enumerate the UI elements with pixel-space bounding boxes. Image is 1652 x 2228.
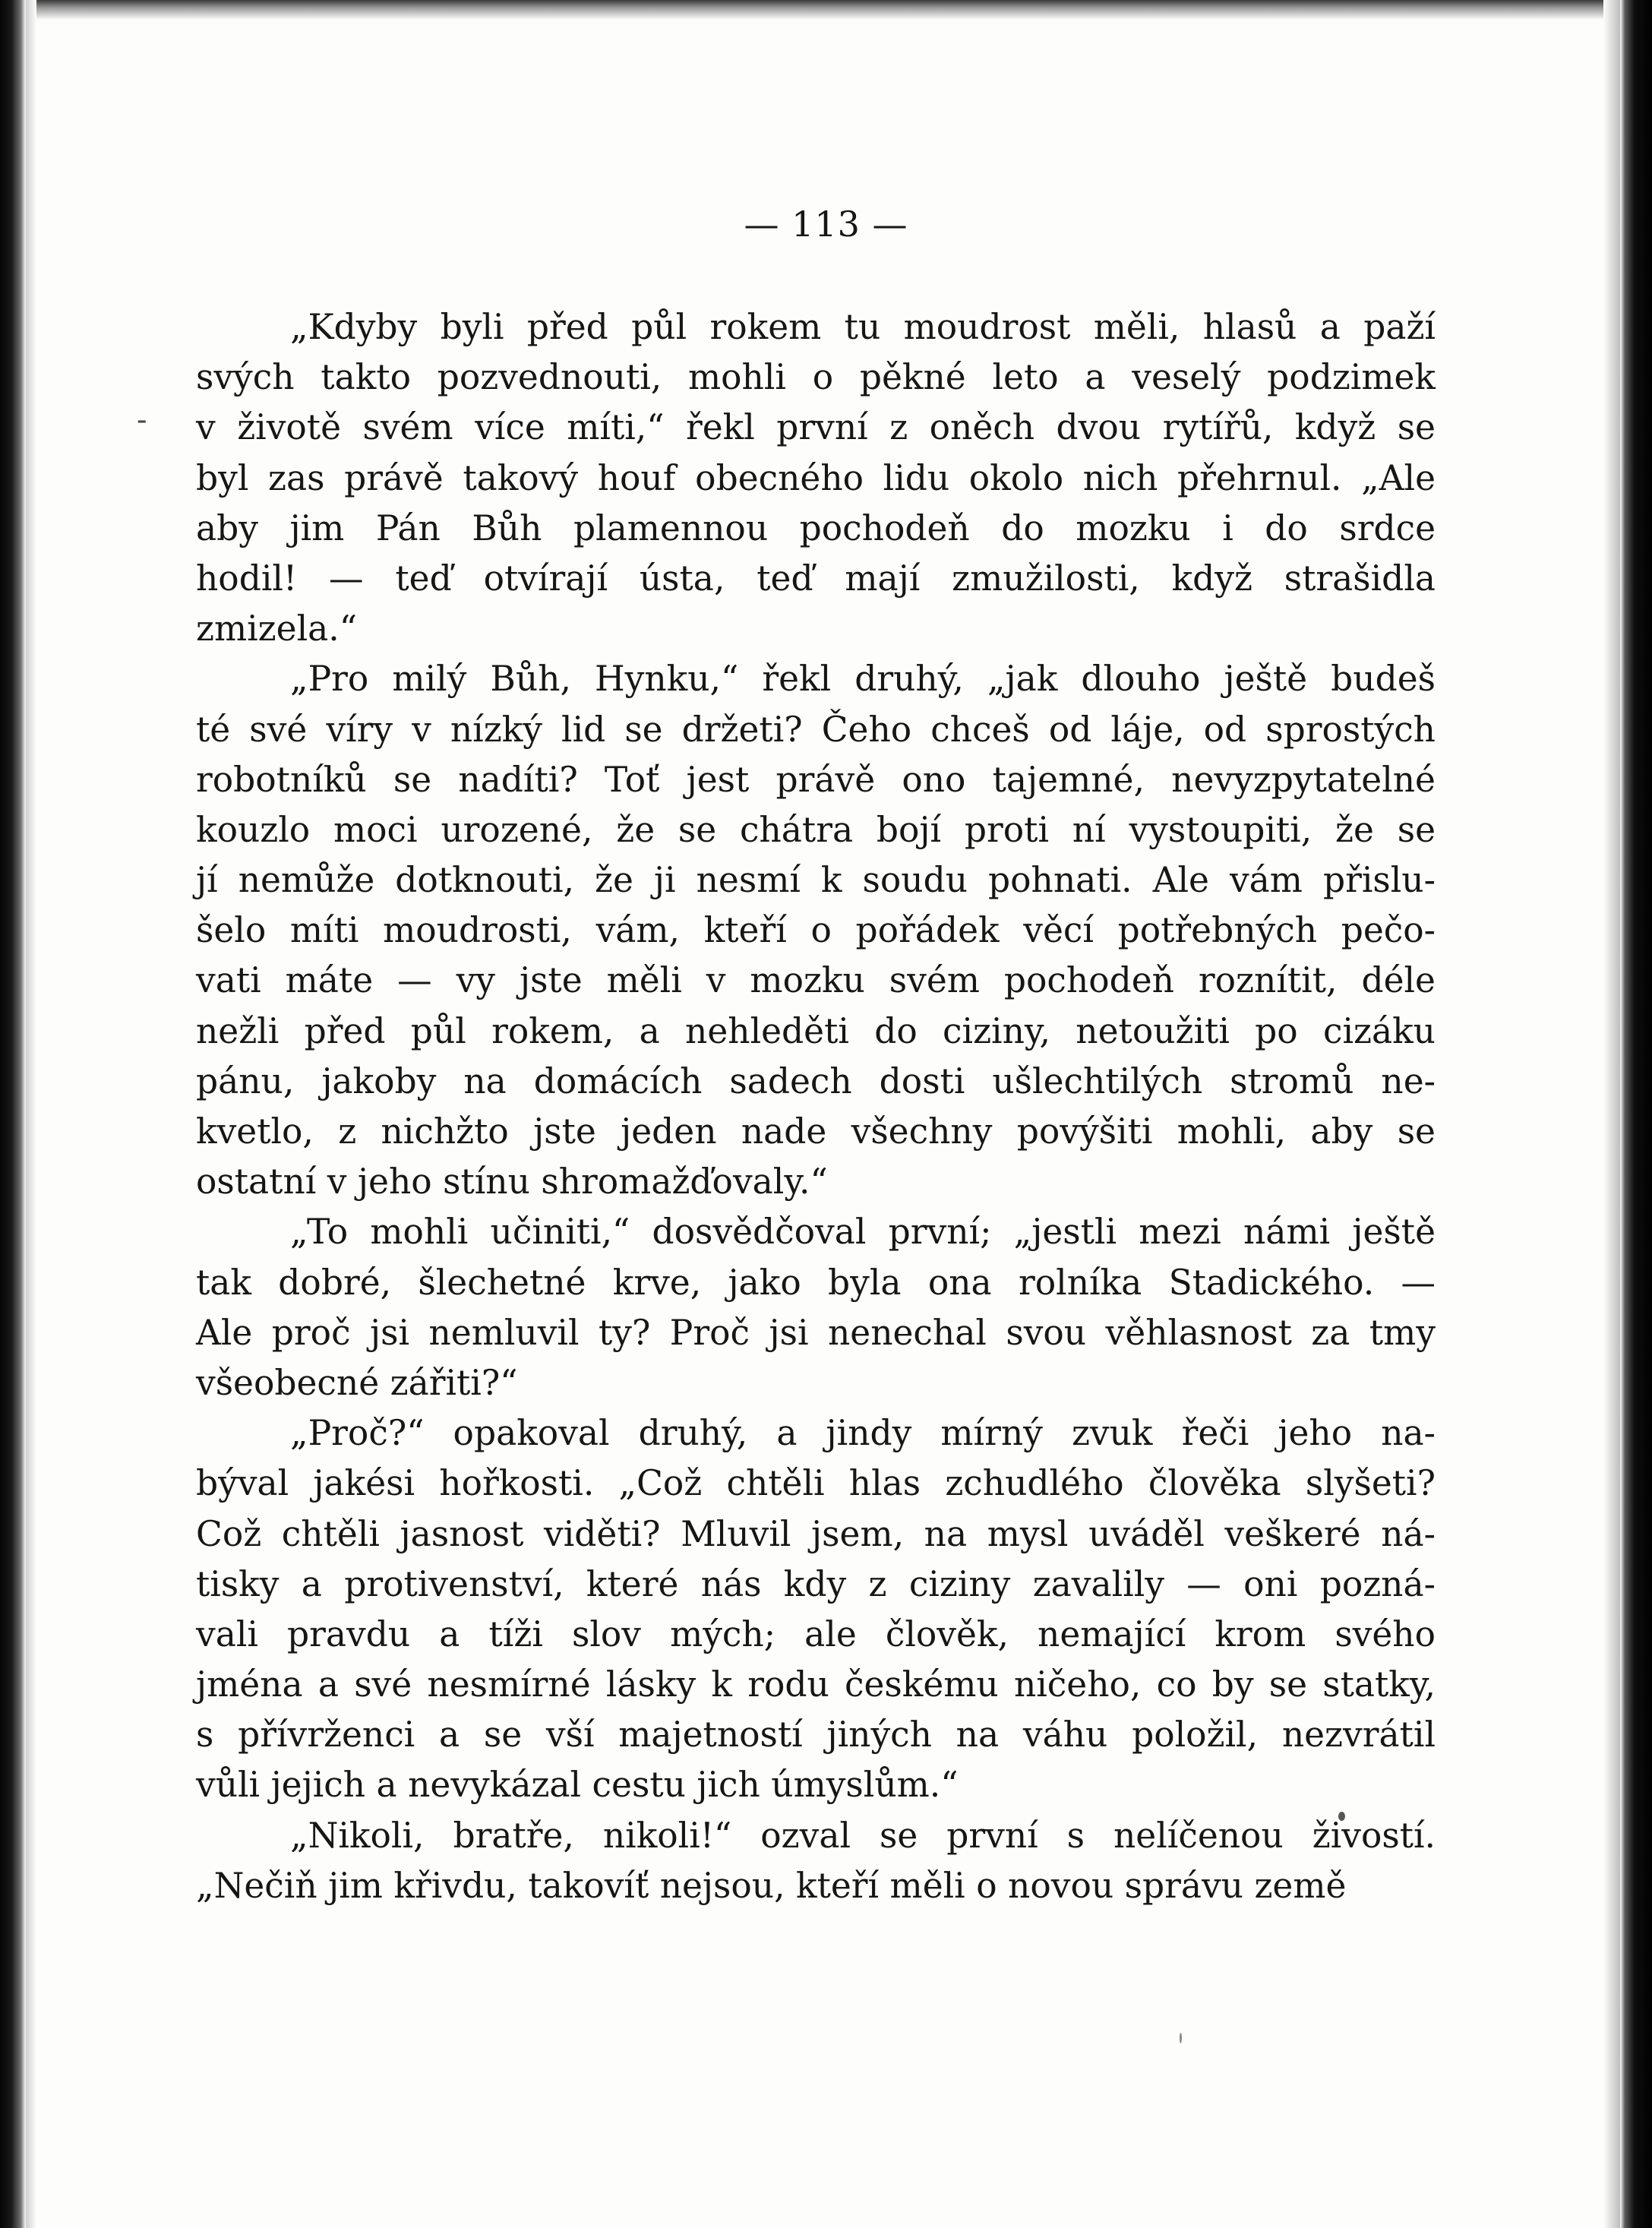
body-text	[196, 302, 1436, 1911]
text-line: „Kdyby byli před půl rokem tu moudrost měli, hlasů a paží	[290, 307, 1436, 347]
text-line: kvetlo, z nichžto jste jeden nade všechny povýšiti mohli, aby se	[196, 1111, 1436, 1152]
text-line: „Nikoli, bratře, nikoli!“ ozval se první s nelíčenou živostí.	[290, 1815, 1436, 1856]
scan-right-edge	[1620, 0, 1652, 2228]
text-line: s přívrženci a se vší majetností jiných na váhu položil, nezvrátil	[196, 1714, 1436, 1756]
text-line: kouzlo moci urozené, že se chátra bojí proti ní vystoupiti, že se	[196, 809, 1436, 850]
text-line: „Pro milý Bůh, Hynku,“ řekl druhý, „jak dlouho ještě budeš	[290, 659, 1436, 700]
text-line: „Proč?“ opakoval druhý, a jindy mírný zvuk řeči jeho na-	[290, 1413, 1436, 1454]
text-line: vati máte — vy jste měli v mozku svém pochodeň roznítit, déle	[196, 960, 1436, 1001]
text-line: vůli jejich a nevykázal cestu jich úmyslům.“	[196, 1765, 959, 1806]
text-line: byl zas právě takový houf obecného lidu okolo nich přehrnul. „Ale	[196, 457, 1436, 498]
text-line: jí nemůže dotknouti, že ji nesmí k soudu pohnati. Ale vám přislu-	[196, 860, 1436, 901]
text-line: svých takto pozvednouti, mohli o pěkné leto a veselý podzimek	[196, 357, 1436, 398]
text-line: vali pravdu a tíži slov mých; ale člověk, nemající krom svého	[196, 1613, 1436, 1654]
text-line: robotníků se nadíti? Toť jest právě ono tajemné, nevyzpytatelné	[196, 759, 1436, 800]
text-line: býval jakési hořkosti. „Což chtěli hlas zchudlého člověka slyšeti?	[196, 1463, 1436, 1504]
scan-binding-gradient	[26, 0, 36, 2228]
paragraph	[196, 654, 1436, 1207]
scan-right-gradient	[1603, 0, 1620, 2228]
text-line: „Nečiň jim křivdu, takovíť nejsou, kteří měli o novou správu země	[196, 1865, 1347, 1906]
text-line: jména a své nesmírné lásky k rodu českému ničeho, co by se statky,	[196, 1664, 1436, 1705]
paragraph	[196, 1811, 1436, 1911]
text-line: „To mohli učiniti,“ dosvědčoval první; „jestli mezi námi ještě	[290, 1212, 1436, 1253]
scan-binding-shadow	[0, 0, 26, 2228]
paragraph	[196, 302, 1436, 654]
text-line: té své víry v nízký lid se držeti? Čeho chceš od láje, od sprostých	[196, 709, 1436, 750]
text-line: pánu, jakoby na domácích sadech dosti ušlechtilých stromů ne-	[196, 1060, 1436, 1101]
paragraph	[196, 1207, 1436, 1408]
paragraph	[196, 1408, 1436, 1811]
text-line: Což chtěli jasnost viděti? Mluvil jsem, na mysl uváděl veškeré ná-	[196, 1513, 1436, 1554]
text-line: ostatní v jeho stínu shromažďovaly.“	[196, 1161, 828, 1202]
text-line: Ale proč jsi nemluvil ty? Proč jsi nenechal svou věhlasnost za tmy	[196, 1312, 1436, 1353]
text-line: všeobecné zářiti?“	[196, 1362, 518, 1403]
text-line: v životě svém více míti,“ řekl první z oněch dvou rytířů, když se	[196, 407, 1436, 448]
text-line: tisky a protivenství, které nás kdy z ciziny zavalily — oni pozná-	[196, 1563, 1436, 1604]
text-line: nežli před půl rokem, a nehleděti do ciziny, netoužiti po cizáku	[196, 1010, 1436, 1051]
text-line: tak dobré, šlechetné krve, jako byla ona rolníka Stadického. —	[196, 1262, 1436, 1303]
text-line: zmizela.“	[196, 608, 357, 649]
page-number: — 113 —	[744, 204, 908, 245]
text-line: hodil! — teď otvírají ústa, teď mají zmužilosti, když strašidla	[196, 558, 1436, 599]
text-line: šelo míti moudrosti, vám, kteří o pořádek věcí potřebných pečo-	[196, 910, 1436, 951]
ink-speck	[1180, 2033, 1182, 2043]
margin-mark: -	[137, 403, 147, 438]
text-line: aby jim Pán Bůh plamennou pochodeň do mozku i do srdce	[196, 507, 1436, 548]
scan-top-shadow	[0, 0, 1652, 20]
